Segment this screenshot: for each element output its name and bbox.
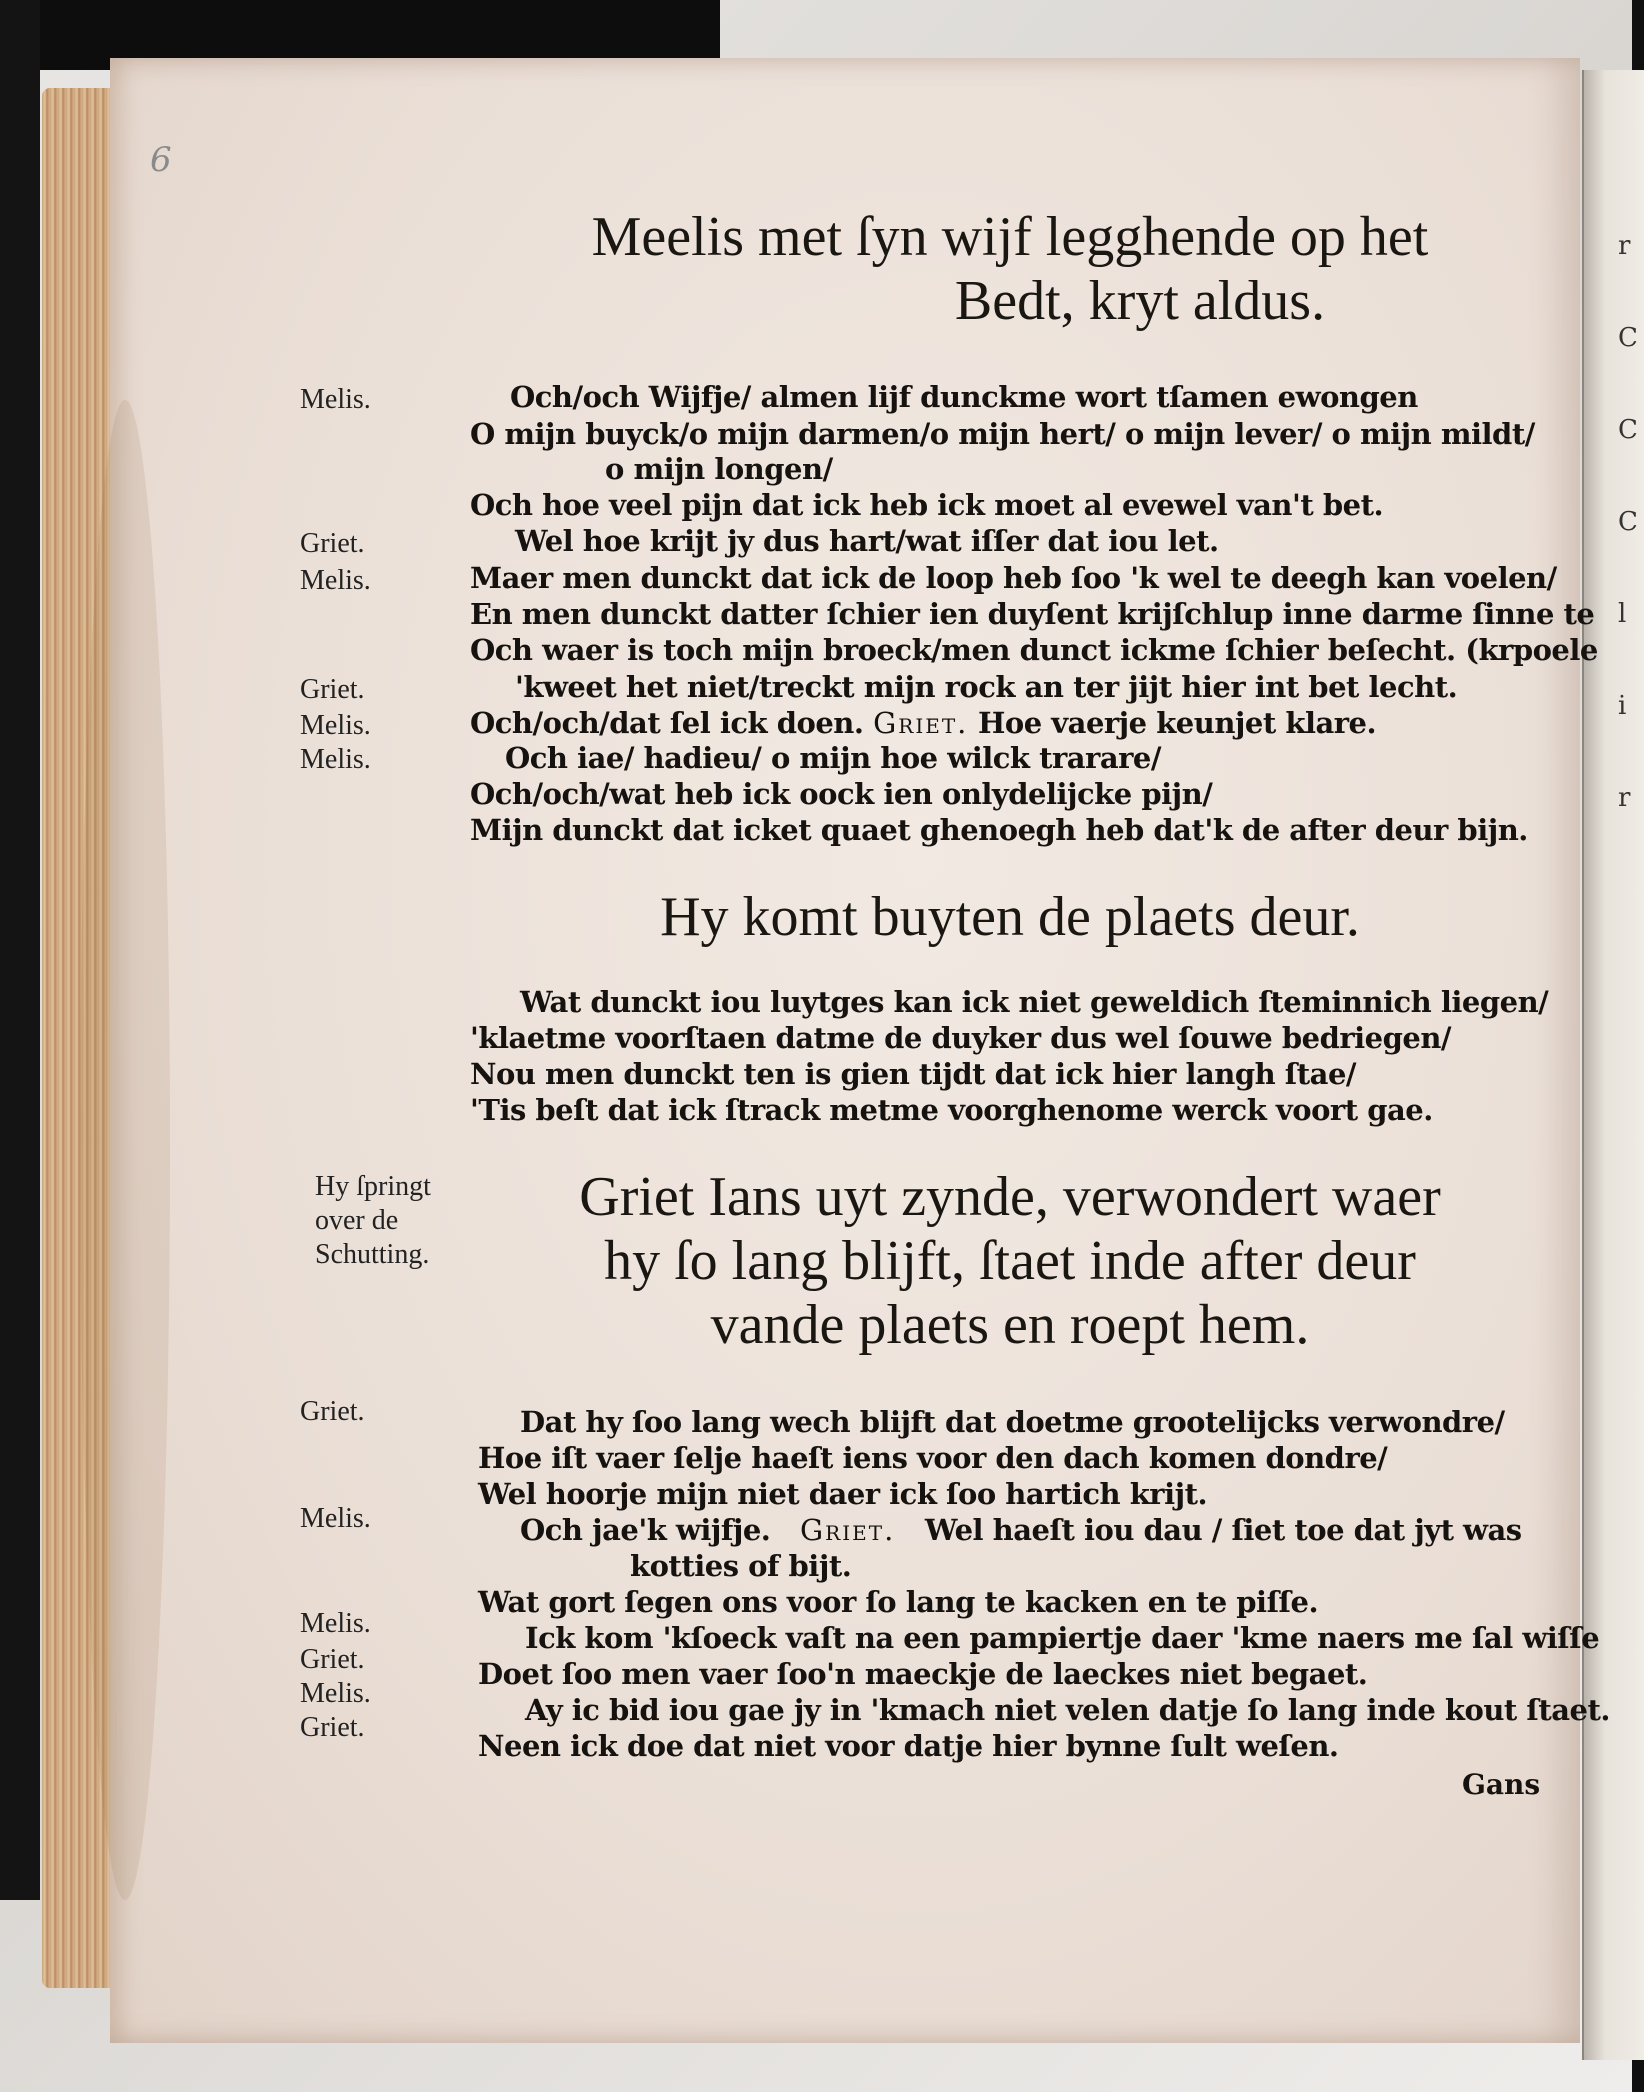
verse-text: Hoe vaerje keunjet klare.	[978, 706, 1377, 740]
verse-line: Och iae/ hadieu/ o mijn hoe wilck trarare/	[505, 741, 1161, 775]
verse-line: Ay ic bid iou gae jy in 'kmach niet velen datje ſo lang inde kout ſtaet.	[525, 1693, 1611, 1727]
verse-line: Och/och/wat heb ick oock ien onlydelijcke pijn/	[470, 777, 1213, 811]
stage-direction	[315, 1170, 515, 1272]
heading-line: vande plaets en roept hem.	[710, 1294, 1310, 1356]
verse-line: Wel hoorje mijn niet daer ick ſoo hartich krijt.	[478, 1477, 1208, 1511]
verse-line: Wel hoe krijt jy dus hart/wat iſſer dat iou let.	[515, 524, 1219, 558]
heading-line: hy ſo lang blijft, ſtaet inde after deur	[604, 1230, 1416, 1292]
verse-line: Dat hy ſoo lang wech blijft dat doetme grootelijcks verwondre/	[520, 1405, 1505, 1439]
verse-line: 'klaetme voorſtaen datme de duyker dus wel ſouwe bedriegen/	[470, 1021, 1451, 1055]
speaker-label: Melis.	[300, 384, 371, 415]
heading-griet-scene	[500, 1165, 1520, 1357]
heading-scene-title	[460, 205, 1560, 333]
verse-line: Och waer is toch mijn broeck/men dunct ickme ſchier beſecht. (krpoele	[470, 633, 1598, 667]
verse-line: O mijn buyck/o mijn darmen/o mijn hert/ o mijn lever/ o mijn mildt/	[470, 417, 1535, 451]
speaker-label: Melis.	[300, 744, 371, 775]
inline-speaker: Griet.	[800, 1513, 896, 1547]
facing-page-marks: r C C C l i r	[1618, 231, 1638, 813]
verse-line: Och/och Wijfje/ almen lijf dunckme wort tſamen ewongen	[510, 380, 1418, 414]
page-number: 6	[150, 140, 172, 180]
speaker-label: Griet.	[300, 674, 365, 705]
verse-line: Och hoe veel pijn dat ick heb ick moet al evewel van't bet.	[470, 488, 1384, 522]
verse-line: Neen ick doe dat niet voor datje hier bynne ſult weſen.	[478, 1729, 1339, 1763]
stage-direction-line: Schutting.	[315, 1239, 430, 1270]
verse-line: o mijn longen/	[605, 452, 833, 486]
heading-line: Bedt, kryt aldus.	[954, 270, 1326, 332]
speaker-label: Melis.	[300, 710, 371, 741]
verse-line	[520, 1513, 1522, 1547]
verse-line: Ick kom 'kſoeck vaſt na een pampiertje daer 'kme naers me ſal wiſſe	[525, 1621, 1600, 1655]
stage-direction-line: Hy ſpringt	[315, 1171, 431, 1202]
verse-text: Och/och/dat ſel ick doen.	[470, 706, 864, 740]
speaker-label: Griet.	[300, 528, 365, 559]
speaker-label: Melis.	[300, 1678, 371, 1709]
speaker-label: Griet.	[300, 1712, 365, 1743]
background-shadow-left	[0, 0, 40, 1900]
verse-line: Maer men dunckt dat ick de loop heb ſoo 'k wel te deegh kan voelen/	[470, 561, 1557, 595]
paper-stain	[80, 400, 170, 1900]
verse-line: 'Tis beſt dat ick ſtrack metme voorghenome werck voort gae.	[470, 1093, 1433, 1127]
speaker-label: Melis.	[300, 565, 371, 596]
verse-line: Nou men dunckt ten is gien tijdt dat ick hier langh ſtae/	[470, 1057, 1357, 1091]
verse-line	[470, 706, 1376, 740]
verse-text: Wel haeſt iou dau / ſiet toe dat jyt was	[924, 1513, 1522, 1547]
verse-line: Doet ſoo men vaer ſoo'n maeckje de laeckes niet begaet.	[478, 1657, 1368, 1691]
verse-line: Mijn dunckt dat icket quaet ghenoegh heb dat'k de after deur bijn.	[470, 813, 1528, 847]
verse-text: Och jae'k wijfje.	[520, 1513, 771, 1547]
heading-stage: Hy komt buyten de plaets deur.	[660, 886, 1360, 948]
speaker-label: Griet.	[300, 1396, 365, 1427]
verse-line: 'kweet het niet/treckt mijn rock an ter jijt hier int bet lecht.	[515, 670, 1458, 704]
speaker-label: Melis.	[300, 1503, 371, 1534]
catchword: Gans	[1462, 1768, 1541, 1801]
verse-line: Hoe iſt vaer ſelje haeſt iens voor den dach komen dondre/	[478, 1441, 1388, 1475]
heading-line: Griet Ians uyt zynde, verwondert waer	[579, 1166, 1441, 1228]
speaker-label: Melis.	[300, 1608, 371, 1639]
verse-line: Wat gort ſegen ons voor ſo lang te kacken en te piſſe.	[478, 1585, 1319, 1619]
verse-line: Wat dunckt iou luytges kan ick niet geweldich ſteminnich liegen/	[520, 985, 1549, 1019]
verse-line: kotties of bijt.	[630, 1549, 852, 1583]
stage-direction-line: over de	[315, 1205, 399, 1236]
heading-line: Meelis met ſyn wijf legghende op het	[591, 206, 1429, 268]
speaker-label: Griet.	[300, 1644, 365, 1675]
verse-line: En men dunckt datter ſchier ien duyſent krijſchlup inne darme ſinne te	[470, 597, 1595, 631]
inline-speaker: Griet.	[873, 706, 969, 740]
